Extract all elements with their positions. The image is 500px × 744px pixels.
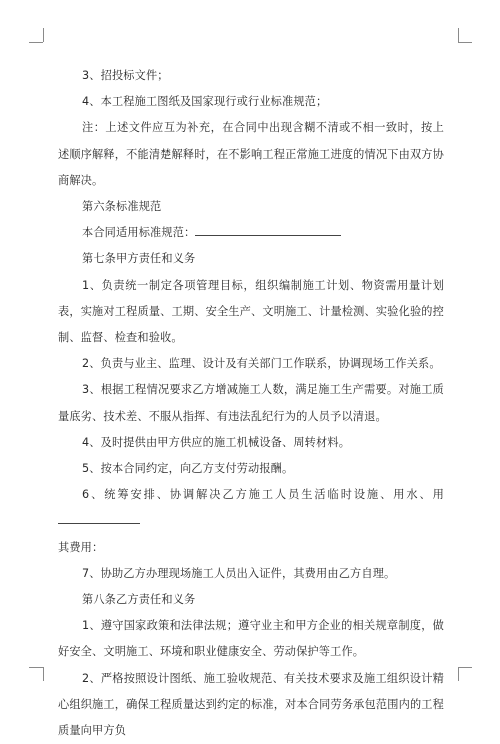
standards-label: 本合同适用标准规范： [82,226,196,240]
crop-mark-top-left-v [43,28,44,42]
crop-mark-bottom-left-v [43,667,44,681]
section-heading-article-7: 第七条甲方责任和义务 [82,252,196,266]
paragraph-note: 注：上述文件应互为补充，在合同中出现含糊不清或不相一致时，按上述顺序解释，不能清楚解释时，在不影响工程正常施工进度的情况下由双方协商解决。 [58,121,444,187]
paragraph-7-1: 1、负责统一制定各项管理目标，组织编制施工计划、物资需用量计划表，实施对工程质量、工期、安全生产、文明施工、计量检测、实验化验的控制、监督、检查和验收。 [58,278,444,345]
paragraph-7-6-text: 6、统筹安排、协调解决乙方施工人员生活临时设施、用水、用 [82,488,444,502]
paragraph-7-3: 3、根据工程情况要求乙方增减施工人数，满足施工生产需要。对施工质量底劣、技术差、不服从指挥、有违法乱纪行为的人员予以清退。 [58,383,444,423]
standards-blank-line [195,223,341,236]
utilities-blank-line [58,511,140,524]
paragraph-8-1: 1、遵守国家政策和法律法规；遵守业主和甲方企业的相关规章制度，做好安全、文明施工、环境和职业健康安全、劳动保护等工作。 [58,619,444,659]
paragraph-8-2: 2、严格按照设计图纸、施工验收规范、有关技术要求及施工组织设计精心组织施工，确保工程质量达到约定的标准，对本合同劳务承包范围内的工程质量向甲方负 [58,671,444,738]
paragraph-7-2: 2、负责与业主、监理、设计及有关部门工作联系，协调现场工作关系。 [82,357,441,371]
paragraph-7-6-cont: 其费用： [58,540,104,554]
crop-mark-bottom-right-h [458,667,472,668]
paragraph-7-7: 7、协助乙方办理现场施工人员出入证件，其费用由乙方自理。 [82,566,396,580]
section-heading-article-8: 第八条乙方责任和义务 [82,593,196,607]
crop-mark-top-right-v [458,28,459,42]
paragraph-7-5: 5、按本合同约定，向乙方支付劳动报酬。 [82,462,294,476]
paragraph-standards-applicable [58,220,444,246]
section-heading-article-6: 第六条标准规范 [82,200,162,214]
paragraph-drawings-standards: 4、本工程施工图纸及国家现行或行业标准规范； [82,95,328,109]
paragraph-7-6 [58,482,444,534]
paragraph-tender-docs: 3、招投标文件； [82,69,169,82]
document-body [58,63,444,744]
crop-mark-top-right-h [458,42,472,43]
crop-mark-bottom-right-v [458,667,459,681]
crop-mark-top-left-h [29,42,43,43]
crop-mark-bottom-left-h [29,667,43,668]
paragraph-7-4: 4、及时提供由甲方供应的施工机械设备、周转材料。 [82,435,351,449]
